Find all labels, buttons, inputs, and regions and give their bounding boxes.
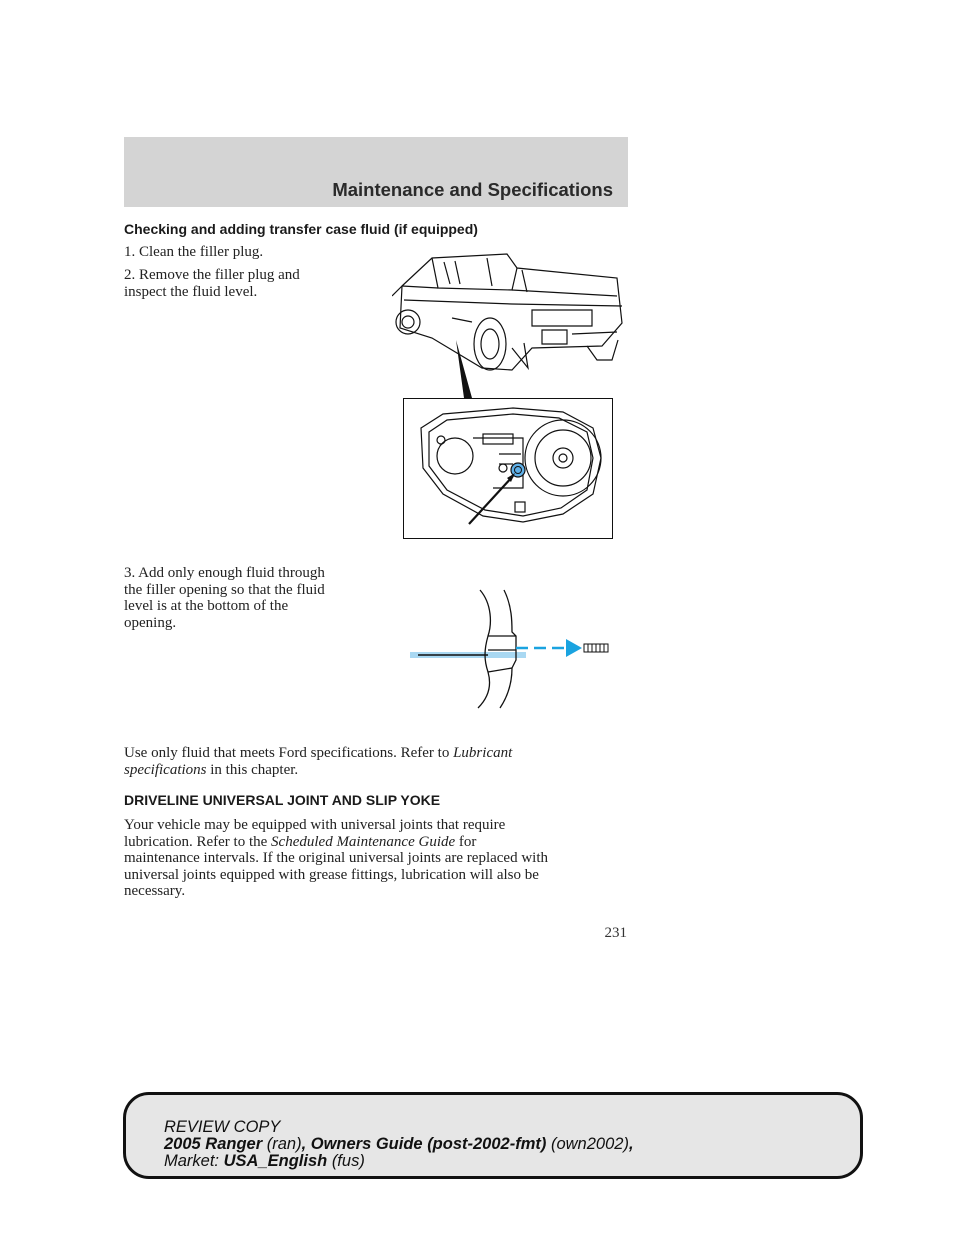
footer-market: USA_English xyxy=(223,1152,328,1170)
specifications-reference: specifications xyxy=(124,761,207,778)
step-3-line-1: 3. Add only enough fluid through xyxy=(124,565,325,581)
footer-model: 2005 Ranger xyxy=(164,1135,263,1153)
step-2-text xyxy=(124,267,300,300)
section-title: Maintenance and Specifications xyxy=(332,179,613,200)
driveline-paragraph xyxy=(124,817,548,900)
section-header-band xyxy=(124,137,628,207)
driveline-line-3: maintenance intervals. If the original universal joints are replaced with xyxy=(124,850,549,866)
note-line-1-text: Use only fluid that meets Ford specifications. Refer to xyxy=(124,745,450,761)
footer-market-code: (fus) xyxy=(331,1152,365,1170)
pickup-truck-illustration xyxy=(392,248,627,398)
driveline-line-4: universal joints equipped with grease fittings, lubrication will also be xyxy=(124,866,539,883)
step-3-text xyxy=(124,565,325,631)
note-line-2-text: in this chapter. xyxy=(210,761,299,778)
footer-text xyxy=(164,1119,634,1170)
step-2-line-2: inspect the fluid level. xyxy=(124,283,258,300)
driveline-line-5: necessary. xyxy=(124,883,186,899)
subsection-heading-driveline: DRIVELINE UNIVERSAL JOINT AND SLIP YOKE xyxy=(124,792,441,808)
lubricant-reference: Lubricant xyxy=(453,745,513,761)
footer-comma: , xyxy=(628,1135,634,1153)
footer-market-label: Market: xyxy=(164,1152,220,1170)
fluid-specification-note xyxy=(124,745,512,778)
page-number: 231 xyxy=(604,925,627,941)
fluid-level-diagram xyxy=(408,586,614,712)
step-1-line: 1. Clean the filler plug. xyxy=(124,244,264,260)
transfer-case-diagram xyxy=(403,398,613,539)
maintenance-guide-reference: Scheduled Maintenance Guide xyxy=(271,833,456,850)
driveline-line-2-suffix: for xyxy=(458,833,477,850)
subsection-heading-transfer-case: Checking and adding transfer case fluid (if equipped) xyxy=(124,221,478,237)
review-copy-label: REVIEW COPY xyxy=(164,1118,281,1136)
driveline-line-1: Your vehicle may be equipped with universal joints that require xyxy=(124,817,506,833)
review-copy-footer xyxy=(123,1092,863,1179)
step-3-line-3: level is at the bottom of the xyxy=(124,598,289,614)
driveline-line-2-text: lubrication. Refer to the xyxy=(124,833,268,850)
footer-guide-code: (own2002) xyxy=(550,1135,629,1153)
step-3-line-2: the filler opening so that the fluid xyxy=(124,581,325,598)
step-3-line-4: opening. xyxy=(124,614,177,631)
step-2-line-1: 2. Remove the filler plug and xyxy=(124,267,300,283)
footer-guide: , Owners Guide (post-2002-fmt) xyxy=(301,1135,547,1153)
footer-model-code: (ran) xyxy=(266,1135,302,1153)
step-1-text xyxy=(124,244,263,261)
